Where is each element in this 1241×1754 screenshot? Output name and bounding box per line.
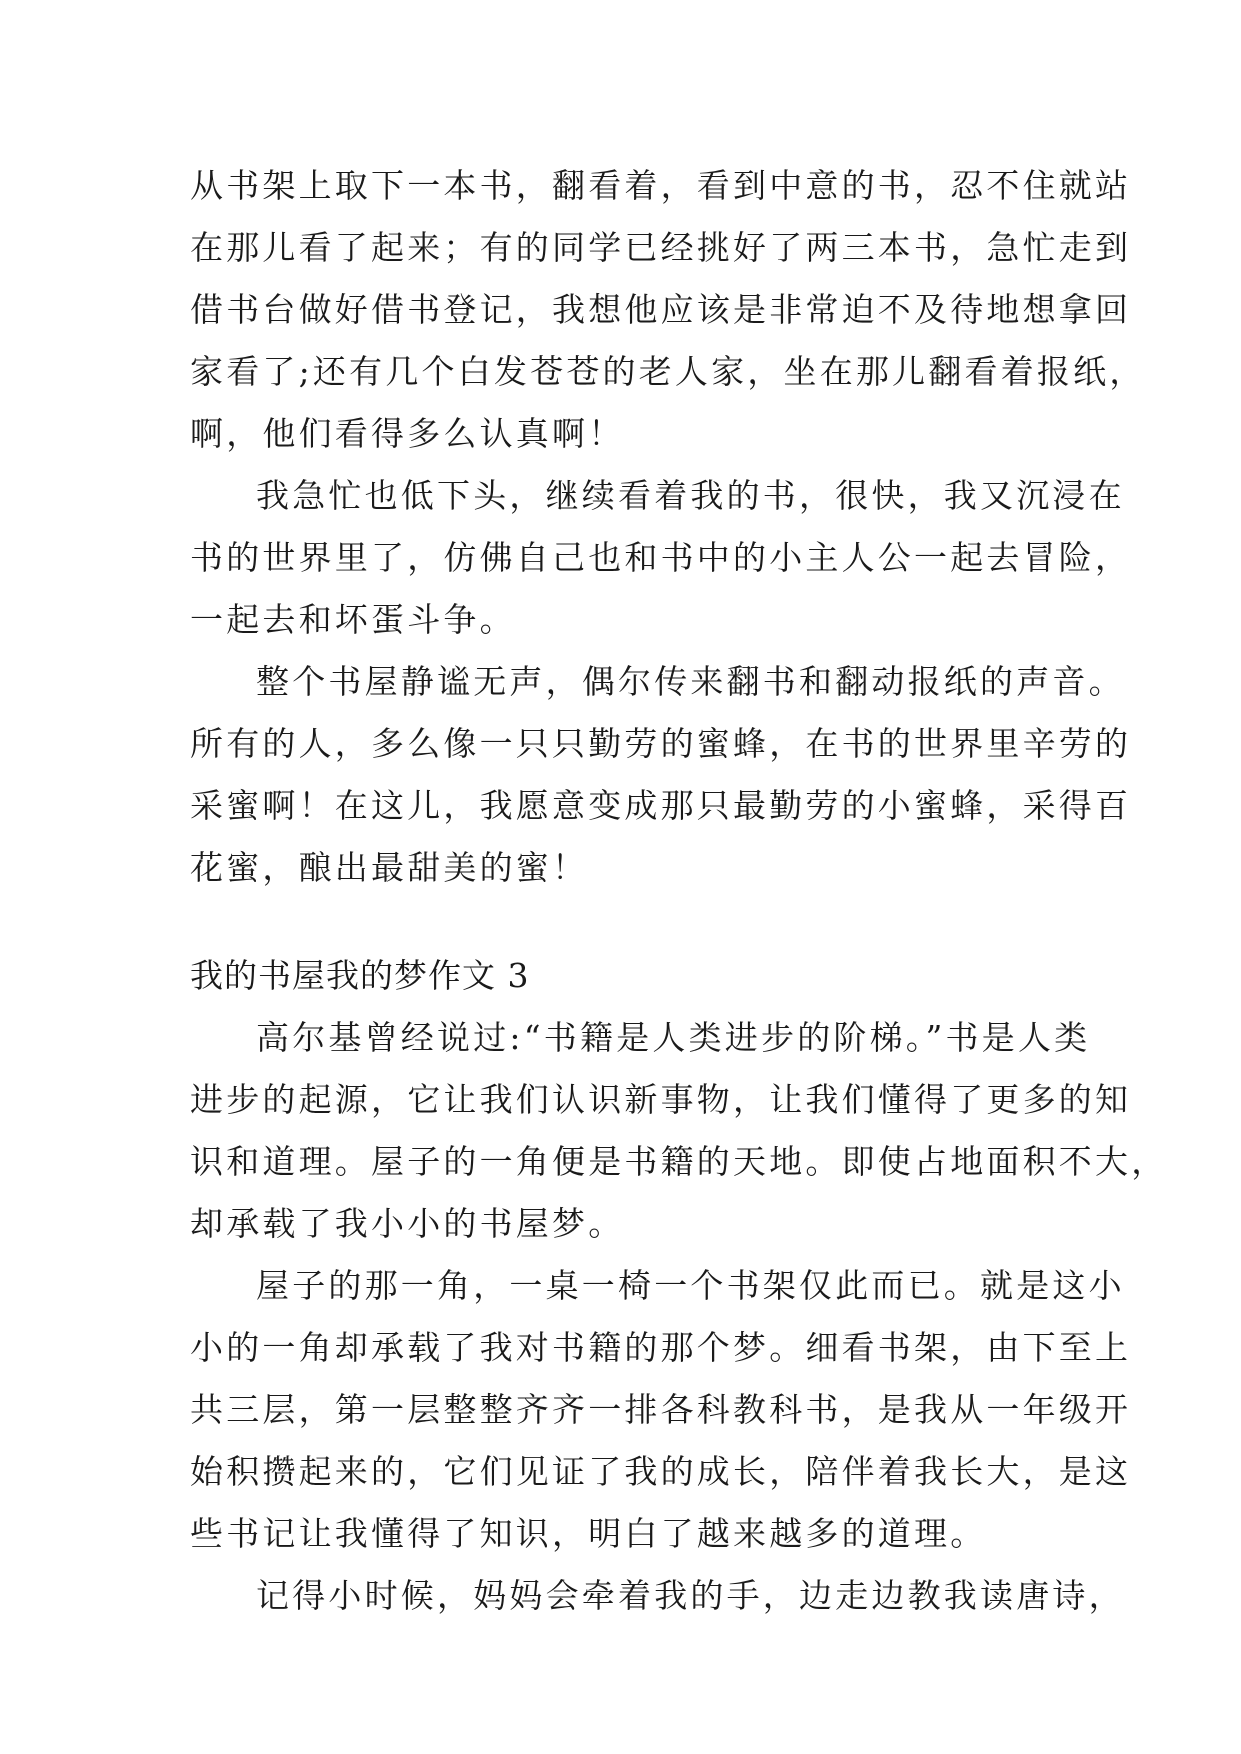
text-line: 书的世界里了，仿佛自己也和书中的小主人公一起去冒险， [190,538,1132,577]
text-line: 在那儿看了起来；有的同学已经挑好了两三本书，急忙走到 [190,228,1132,267]
section-heading: 我的书屋我的梦作文 3 [190,956,530,995]
text-line: 从书架上取下一本书，翻看着，看到中意的书，忍不住就站 [190,166,1132,205]
text-line: 花蜜，酿出最甜美的蜜！ [190,848,589,887]
text-line: 啊，他们看得多么认真啊！ [190,414,625,453]
text-line: 小的一角却承载了我对书籍的那个梦。细看书架，由下至上 [190,1328,1132,1367]
text-line: 进步的起源，它让我们认识新事物，让我们懂得了更多的知 [190,1080,1132,1119]
text-line: 始积攒起来的，它们见证了我的成长，陪伴着我长大，是这 [190,1452,1132,1491]
text-line: 所有的人，多么像一只只勤劳的蜜蜂，在书的世界里辛劳的 [190,724,1132,763]
text-line: 一起去和坏蛋斗争。 [190,600,516,639]
text-line: 家看了;还有几个白发苍苍的老人家，坐在那儿翻看着报纸， [190,352,1146,391]
text-line: 却承载了我小小的书屋梦。 [190,1204,625,1243]
paragraph-first-line: 记得小时候，妈妈会牵着我的手，边走边教我读唐诗， [256,1576,1125,1615]
paragraph-first-line: 高尔基曾经说过:“书籍是人类进步的阶梯。”书是人类 [256,1018,1091,1057]
text-line: 些书记让我懂得了知识，明白了越来越多的道理。 [190,1514,987,1553]
text-line: 借书台做好借书登记，我想他应该是非常迫不及待地想拿回 [190,290,1132,329]
paragraph-first-line: 屋子的那一角，一桌一椅一个书架仅此而已。就是这小 [256,1266,1125,1305]
text-line: 采蜜啊！在这儿，我愿意变成那只最勤劳的小蜜蜂，采得百 [190,786,1132,825]
paragraph-first-line: 我急忙也低下头，继续看着我的书，很快，我又沉浸在 [256,476,1125,515]
paragraph-first-line: 整个书屋静谧无声，偶尔传来翻书和翻动报纸的声音。 [256,662,1125,701]
text-line: 共三层，第一层整整齐齐一排各科教科书，是我从一年级开 [190,1390,1132,1429]
text-line: 识和道理。屋子的一角便是书籍的天地。即使占地面积不大， [190,1142,1168,1181]
